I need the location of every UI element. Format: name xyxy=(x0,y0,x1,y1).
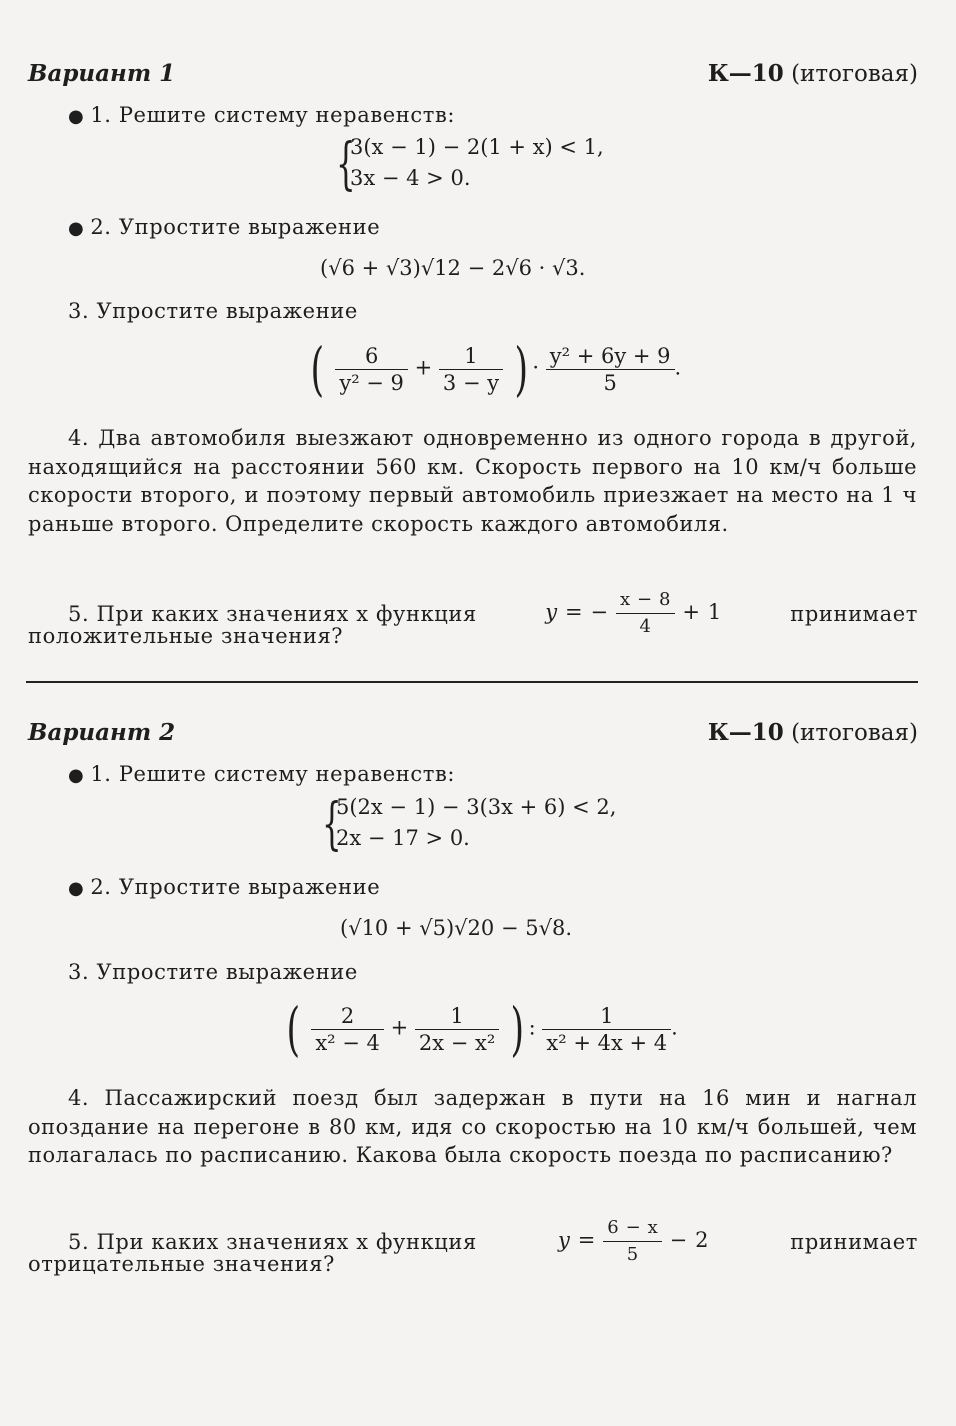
v2-task2-text: 2. Упростите выражение xyxy=(90,875,381,899)
v1-task1-text: 1. Решите систему неравенств: xyxy=(90,103,456,127)
v1-task5-after: принимает xyxy=(790,601,918,626)
v2-task2 xyxy=(68,875,380,899)
variant1-title: Вариант 1 xyxy=(28,60,176,87)
v2-task2-bullet-icon: ● xyxy=(68,878,85,899)
v1-task3-text: 3. Упростите выражение xyxy=(68,299,358,323)
v2-task2-expr: (√10 + √5)√20 − 5√8. xyxy=(340,916,573,940)
v2-frac1: $\frac{2}{\text{x² − 4}}$ xyxy=(311,1003,384,1056)
v2-task5-line2: отрицательные значения? xyxy=(28,1252,335,1276)
variant1-code-rest: (итоговая) xyxy=(791,61,918,87)
v1-task3-expr: ( $\frac{6}{\text{y² − 9}}$ + $\frac{1}{3 - y}$ ) · $\frac{\text{y² + 6y + 9}}{5}$ . xyxy=(310,335,682,403)
v1-system-line1: 3(x − 1) − 2(1 + x) < 1, xyxy=(350,135,604,159)
v2-system-line1: 5(2x − 1) − 3(3x + 6) < 2, xyxy=(336,795,617,819)
v1-frac3: $\frac{\text{y² + 6y + 9}}{5}$ xyxy=(546,343,675,396)
v1-task5-line2: положительные значения? xyxy=(28,624,344,648)
v1-brace: { xyxy=(336,132,356,197)
v2-task5-text: 5. При каких значениях x функция xyxy=(68,1229,477,1254)
v2-task1-text: 1. Решите систему неравенств: xyxy=(90,762,456,786)
v2-task5-func: y = $\frac{6 - x}{5}$ − 2 xyxy=(558,1217,710,1265)
v1-task2 xyxy=(68,215,380,239)
variant1-code xyxy=(708,60,918,87)
v2-frac3: $\frac{1}{\text{x² + 4x + 4}}$ xyxy=(542,1003,671,1056)
v1-frac2: $\frac{1}{3 - y}$ xyxy=(439,343,503,396)
section-divider xyxy=(26,681,918,683)
v2-frac2: $\frac{1}{\text{2x − x²}}$ xyxy=(415,1003,499,1056)
v1-task4-text: 4. Два автомобиля выезжают одновременно из одного города в другой, находящийся на расстоянии 560 км. Скорость первого на 10 км/ч больше скорости второго, и поэтому первый автомобиль приезжает на место на 1 ч раньше второго. Определите скорость каждого автомобиля. xyxy=(28,426,917,536)
variant2-code-rest: (итоговая) xyxy=(791,720,918,746)
variant2-title: Вариант 2 xyxy=(28,719,176,746)
v2-task3-expr: ( $\frac{2}{\text{x² − 4}}$ + $\frac{1}{\text{2x − x²}}$ ) : $\frac{1}{\text{x² + 4x + 4}}$ . xyxy=(286,995,678,1063)
v2-system-line2: 2x − 17 > 0. xyxy=(336,826,470,850)
variant2-code-bold: К—10 xyxy=(707,719,784,746)
v1-system xyxy=(336,133,636,199)
variant1-code-bold: К—10 xyxy=(707,60,784,87)
v1-task5-text: 5. При каких значениях x функция xyxy=(68,601,477,626)
v1-task2-expr: (√6 + √3)√12 − 2√6 · √3. xyxy=(320,256,586,280)
variant2-code xyxy=(708,719,918,746)
v2-task3-text: 3. Упростите выражение xyxy=(68,960,358,984)
v2-system xyxy=(322,793,642,859)
v1-system-line2: 3x − 4 > 0. xyxy=(350,166,471,190)
v1-task5-func: y = − $\frac{x - 8}{4}$ + 1 xyxy=(545,589,722,637)
v1-task2-text: 2. Упростите выражение xyxy=(90,215,381,239)
v2-task5-after: принимает xyxy=(790,1229,918,1254)
v1-task1-bullet-icon: ● xyxy=(68,106,85,127)
v1-frac1: $\frac{6}{\text{y² − 9}}$ xyxy=(335,343,408,396)
v1-task1 xyxy=(68,103,455,127)
v2-task4-text: 4. Пассажирский поезд был задержан в пути на 16 мин и нагнал опоздание на перегоне в 80 км, идя со скоростью на 10 км/ч большей, чем полагалась по расписанию. Какова была скорость поезда по расписанию? xyxy=(28,1086,917,1167)
v1-task2-bullet-icon: ● xyxy=(68,218,85,239)
v2-task1-bullet-icon: ● xyxy=(68,765,85,786)
v2-brace: { xyxy=(322,792,342,857)
v2-task1 xyxy=(68,762,455,786)
